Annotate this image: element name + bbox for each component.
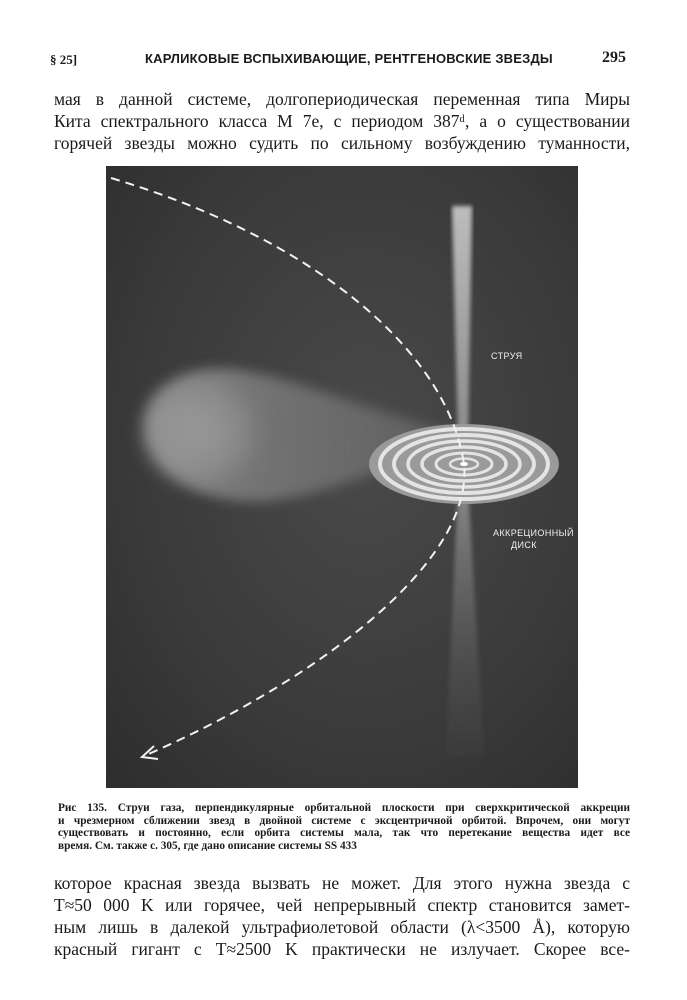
- caption-line: время. См. также с. 305, где дано описание системы SS 433: [58, 839, 357, 852]
- caption-line: Рис 135. Струи газа, перпендикулярные орбитальной плоскости при сверхкритической аккреции: [58, 802, 630, 814]
- section-number: § 25]: [50, 52, 78, 67]
- caption-line: существовать и постоянно, если орбита системы мала, так что перетекание вещества идет все: [58, 827, 630, 839]
- figure-caption: [58, 802, 630, 852]
- top-paragraph: [54, 88, 630, 154]
- bottom-paragraph: [54, 872, 630, 960]
- text-line: ным лишь в далекой ультрафиолетовой области (λ<3500 Å), которую: [54, 917, 630, 937]
- text-line: красный гигант с T≈2500 K практически не излучает. Скорее все-: [54, 939, 630, 959]
- caption-line: и чрезмерном сближении звезд в двойной системе с эксцентричной орбитой. Впрочем, они могут: [58, 814, 630, 827]
- figure-illustration: [106, 166, 578, 788]
- disk-label-line2: ДИСК: [511, 540, 537, 550]
- page-number: 295: [602, 49, 626, 66]
- figure-accretion-disk-jet: [106, 166, 578, 788]
- text-line: которое красная звезда вызвать не может. Для этого нужна звезда с: [54, 873, 630, 893]
- accretion-disk: [369, 424, 559, 504]
- text-line: мая в данной системе, долгопериодическая переменная типа Миры: [54, 89, 630, 109]
- running-title: КАРЛИКОВЫЕ ВСПЫХИВАЮЩИЕ, РЕНТГЕНОВСКИЕ ЗВЕЗДЫ: [145, 51, 553, 66]
- running-header: [50, 48, 630, 72]
- jet-label: СТРУЯ: [491, 351, 523, 361]
- disk-label-line1: АККРЕЦИОННЫЙ: [493, 528, 574, 538]
- text-line: Кита спектрального класса М 7е, с периодом 387ᵈ, а о существовании: [54, 111, 630, 131]
- text-line: горячей звезды можно судить по сильному возбуждению туманности,: [54, 133, 630, 153]
- text-line: T≈50 000 K или горячее, чей непрерывный спектр становится замет-: [54, 895, 630, 915]
